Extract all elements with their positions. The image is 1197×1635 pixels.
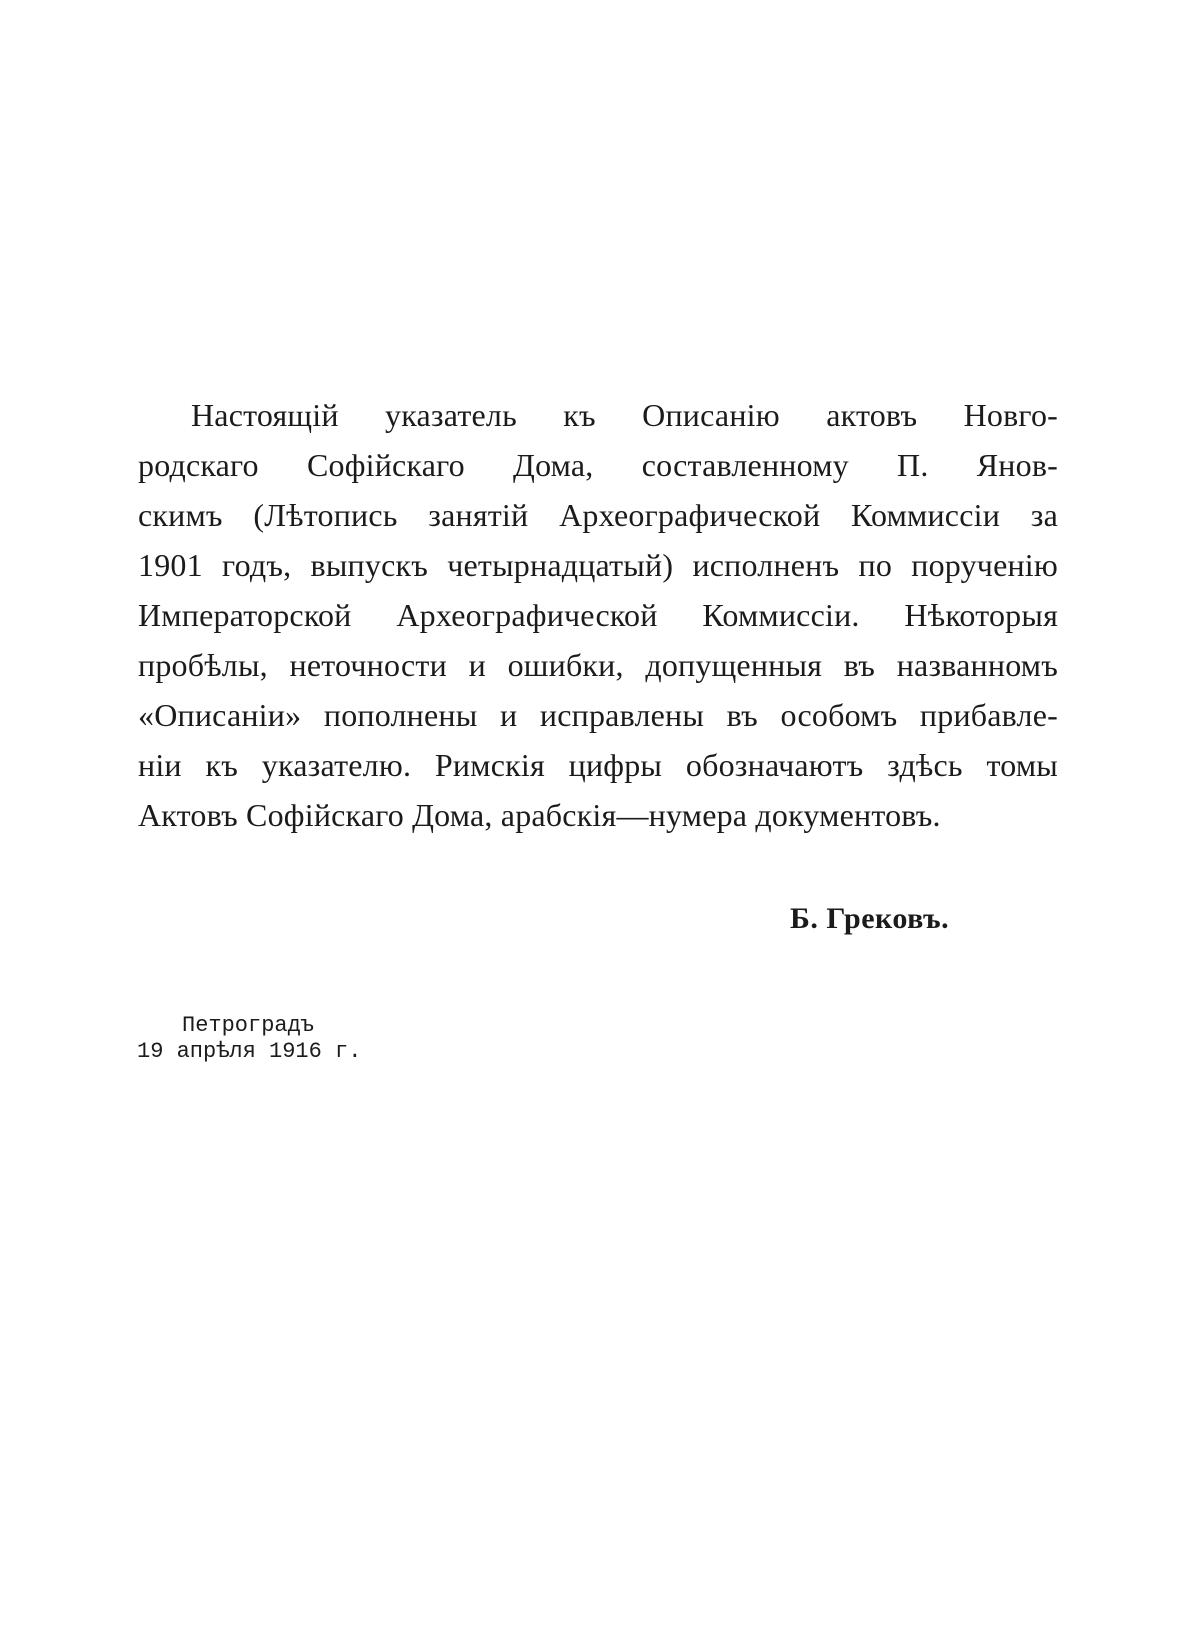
place-and-date xyxy=(137,1013,361,1065)
preface-line-2: родскаго Софійскаго Дома, составленному П. Янов- xyxy=(138,447,1058,483)
preface-line-7: «Описаніи» пополнены и исправлены въ особомъ прибавле- xyxy=(138,697,1058,733)
preface-line-1: Настоящій указатель къ Описанію актовъ Новго- xyxy=(191,397,1058,433)
preface-line-6: пробѣлы, неточности и ошибки, допущенныя въ названномъ xyxy=(138,647,1058,683)
preface-line-4: 1901 годъ, выпускъ четырнадцатый) исполненъ по порученію xyxy=(138,547,1058,583)
preface-line-5: Императорской Археографической Коммиссіи. Нѣкоторыя xyxy=(138,597,1058,633)
author-signature: Б. Грековъ. xyxy=(790,902,950,935)
place-name: Петроградъ xyxy=(182,1013,315,1038)
preface-line-3: скимъ (Лѣтопись занятій Археографической Коммиссіи за xyxy=(138,497,1058,533)
preface-paragraph xyxy=(138,390,1058,840)
date-line: 19 апрѣля 1916 г. xyxy=(137,1039,362,1064)
preface-line-8: ніи къ указателю. Римскія цифры обозначаютъ здѣсь томы xyxy=(138,747,1058,783)
preface-line-9: Актовъ Софійскаго Дома, арабскія—нумера документовъ. xyxy=(138,797,941,833)
